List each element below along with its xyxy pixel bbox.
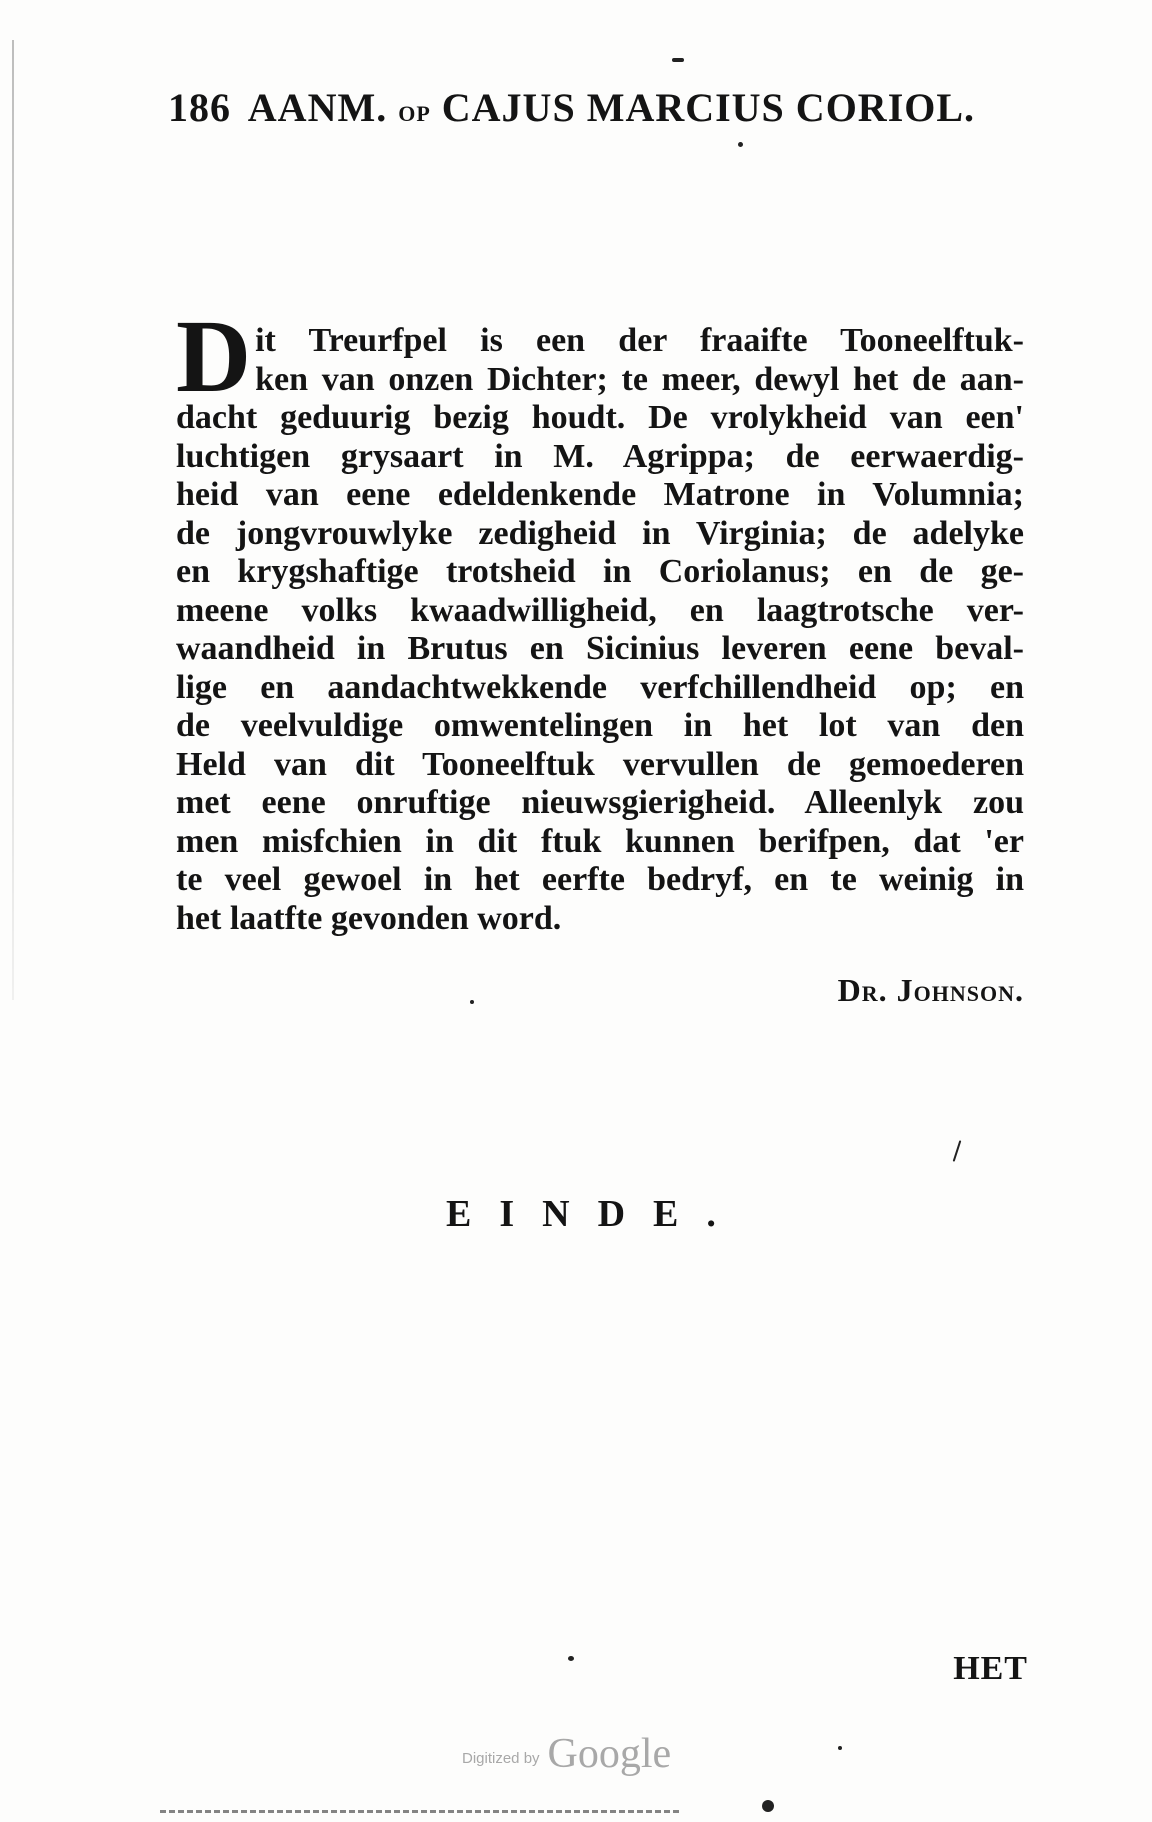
page-number: 186 xyxy=(168,85,231,130)
text-line: waandheid in Brutus en Sicinius leveren eene beval- xyxy=(176,630,1024,667)
watermark-prefix: Digitized by xyxy=(462,1750,540,1767)
speck xyxy=(738,142,743,147)
text-line: meene volks kwaadwilligheid, en laagtrotsche ver- xyxy=(176,591,1024,629)
speck xyxy=(953,1140,962,1162)
main-paragraph xyxy=(176,299,1024,938)
text-line: Held van dit Tooneelftuk vervullen de gemoederen xyxy=(176,745,1024,783)
text-line: te veel gewoel in het eerfte bedryf, en te weinig in xyxy=(176,861,1024,898)
text-line: met eene onruftige nieuwsgierigheid. Alleenlyk zou xyxy=(176,784,1024,821)
running-head-title: CAJUS MARCIUS CORIOL. xyxy=(441,85,976,130)
google-logo: Google xyxy=(547,1731,672,1777)
text-line: lige en aandachtwekkende verfchillendheid op; en xyxy=(176,668,1024,706)
catchword: HET xyxy=(953,1650,1028,1687)
scan-edge xyxy=(12,40,14,1000)
speck xyxy=(568,1656,574,1661)
speck xyxy=(672,58,684,62)
text-line: en krygshaftige trotsheid in Coriolanus; en de ge- xyxy=(176,553,1024,590)
speck xyxy=(838,1746,842,1750)
text-line: men misfchien in dit ftuk kunnen berifpen, dat 'er xyxy=(176,822,1024,860)
running-head-op: OP xyxy=(398,101,431,126)
end-word: EINDE. xyxy=(446,1193,744,1235)
running-head xyxy=(168,84,988,131)
speck xyxy=(470,1000,474,1004)
drop-cap: D xyxy=(176,299,252,414)
text-line: de jongvrouwlyke zedigheid in Virginia; de adelyke xyxy=(176,514,1024,552)
text-line: it Treurfpel is een der fraaifte Tooneelftuk- xyxy=(255,322,1024,359)
text-line: heid van eene edeldenkende Matrone in Volumnia; xyxy=(176,476,1024,513)
text-line: de veelvuldige omwentelingen in het lot van den xyxy=(176,707,1024,744)
text-line: ken van onzen Dichter; te meer, dewyl het de aan- xyxy=(255,360,1024,398)
digitized-watermark xyxy=(462,1730,671,1778)
text-line: het laatfte gevonden word. xyxy=(176,899,562,937)
text-line: dacht geduurig bezig houdt. De vrolykheid van een' xyxy=(176,399,1024,436)
speck xyxy=(762,1800,774,1812)
signature: Dr. Johnson. xyxy=(837,972,1024,1008)
bottom-edge-rule xyxy=(160,1810,680,1813)
running-head-abbrev: AANM. xyxy=(247,85,388,130)
text-line: luchtigen grysaart in M. Agrippa; de eerwaerdig- xyxy=(176,437,1024,475)
